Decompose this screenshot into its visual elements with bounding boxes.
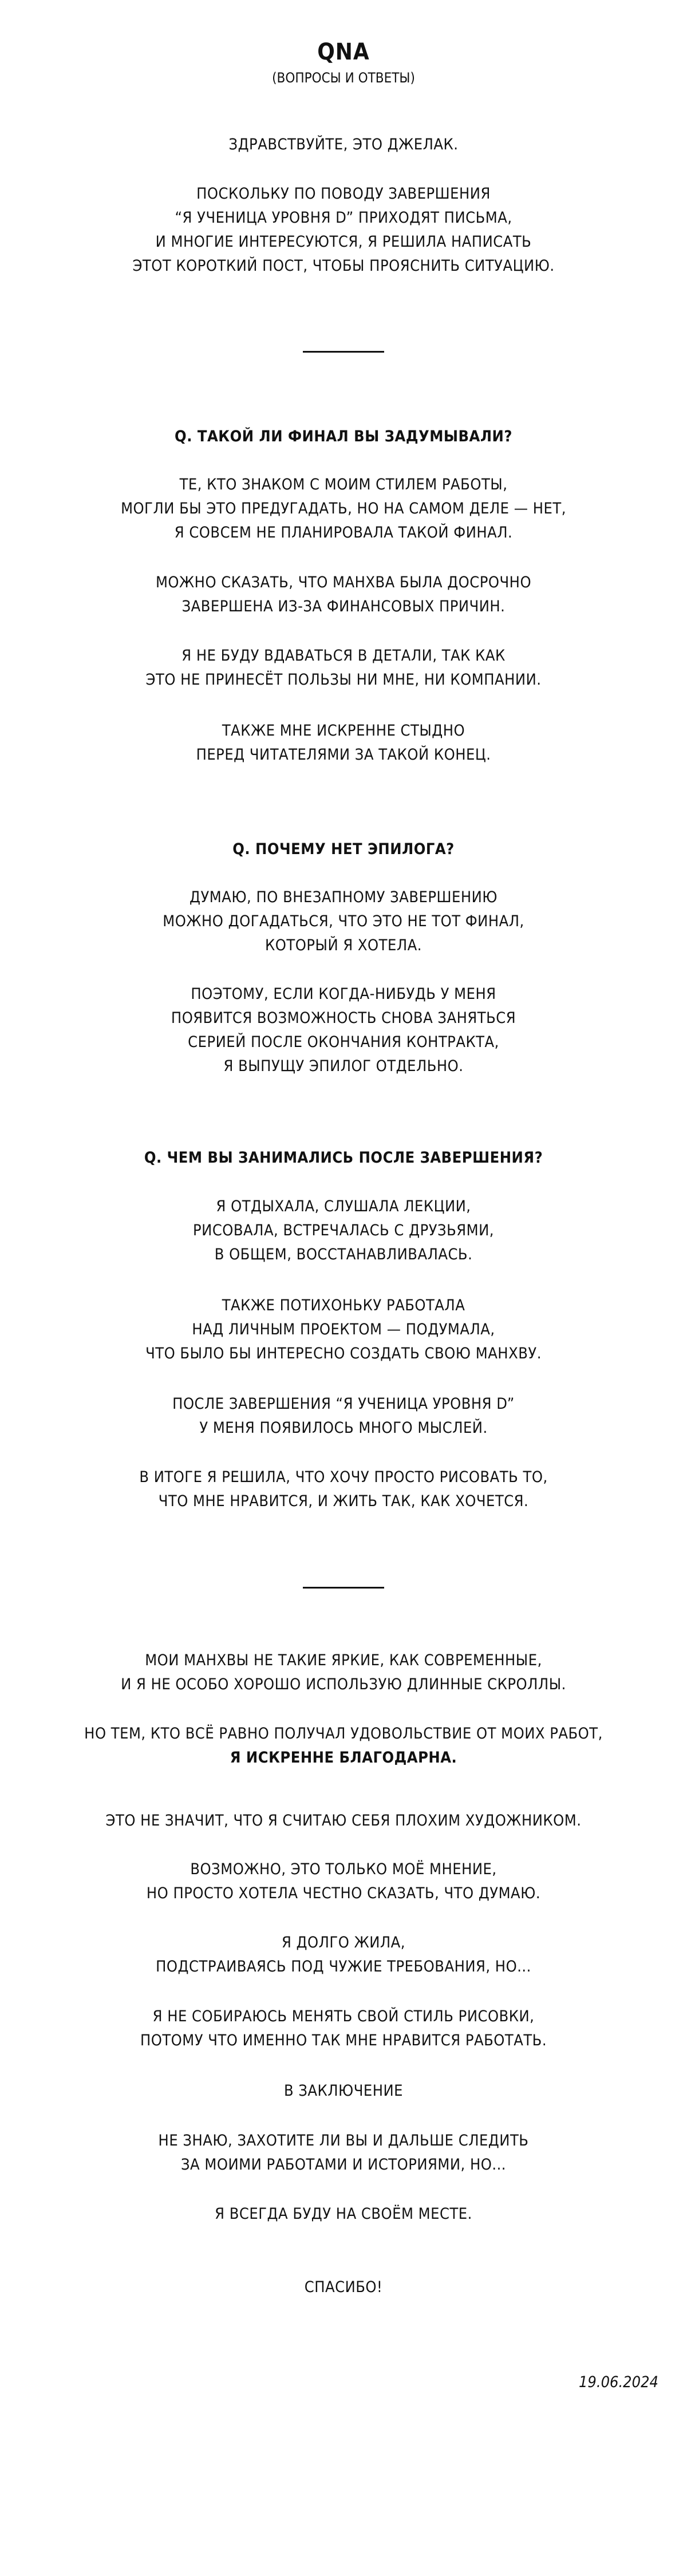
question-text: Q. ЧЕМ ВЫ ЗАНИМАЛИСЬ ПОСЛЕ ЗАВЕРШЕНИЯ?	[144, 1149, 543, 1167]
answer-paragraph	[0, 1465, 687, 1514]
answer-paragraph	[0, 1195, 687, 1267]
answer-paragraph	[0, 719, 687, 767]
divider	[303, 351, 384, 353]
answer-text: ТАКЖЕ МНЕ ИСКРЕННЕ СТЫДНО ПЕРЕД ЧИТАТЕЛЯМИ ЗА ТАКОЙ КОНЕЦ.	[196, 722, 491, 764]
answer-text: ДУМАЮ, ПО ВНЕЗАПНОМУ ЗАВЕРШЕНИЮ МОЖНО ДОГАДАТЬСЯ, ЧТО ЭТО НЕ ТОТ ФИНАЛ, КОТОРЫЙ Я ХОТЕЛА.	[163, 888, 524, 954]
closing-text: НЕ ЗНАЮ, ЗАХОТИТЕ ЛИ ВЫ И ДАЛЬШЕ СЛЕДИТЬ ЗА МОИМИ РАБОТАМИ И ИСТОРИЯМИ, НО...	[158, 2132, 529, 2174]
answer-paragraph	[0, 473, 687, 545]
post-title: QNA	[317, 39, 370, 65]
closing-text: ЭТО НЕ ЗНАЧИТ, ЧТО Я СЧИТАЮ СЕБЯ ПЛОХИМ ХУДОЖНИКОМ.	[105, 1812, 582, 1830]
closing-paragraph	[0, 2005, 687, 2053]
divider	[303, 1587, 384, 1589]
greeting-text: ЗДРАВСТВУЙТЕ, ЭТО ДЖЕЛАК.	[228, 136, 459, 153]
closing-text: МОИ МАНХВЫ НЕ ТАКИЕ ЯРКИЕ, КАК СОВРЕМЕННЫЕ, И Я НЕ ОСОБО ХОРОШО ИСПОЛЬЗУЮ ДЛИННЫЕ СКРОЛЛЫ.	[121, 1652, 566, 1693]
intro-text: ПОСКОЛЬКУ ПО ПОВОДУ ЗАВЕРШЕНИЯ “Я УЧЕНИЦА УРОВНЯ D” ПРИХОДЯТ ПИСЬМА, И МНОГИЕ ИНТЕРЕСУЮТСЯ, Я РЕШИЛА НАПИСАТЬ ЭТОТ КОРОТКИЙ ПОСТ, ЧТОБЫ ПРОЯСНИТЬ СИТУАЦИЮ.	[132, 185, 555, 275]
answer-text: Я НЕ БУДУ ВДАВАТЬСЯ В ДЕТАЛИ, ТАК КАК ЭТО НЕ ПРИНЕСЁТ ПОЛЬЗЫ НИ МНЕ, НИ КОМПАНИИ.	[145, 647, 542, 689]
thanks-text: СПАСИБО!	[304, 2278, 383, 2296]
closing-paragraph	[0, 1931, 687, 1979]
closing-paragraph	[0, 2275, 687, 2300]
closing-text: В ЗАКЛЮЧЕНИЕ	[283, 2082, 404, 2100]
answer-text: Я ОТДЫХАЛА, СЛУШАЛА ЛЕКЦИИ, РИСОВАЛА, ВСТРЕЧАЛАСЬ С ДРУЗЬЯМИ, В ОБЩЕМ, ВОССТАНАВЛИВАЛАСЬ.	[193, 1198, 494, 1263]
answer-text: В ИТОГЕ Я РЕШИЛА, ЧТО ХОЧУ ПРОСТО РИСОВАТЬ ТО, ЧТО МНЕ НРАВИТСЯ, И ЖИТЬ ТАК, КАК ХОЧЕТСЯ.	[139, 1468, 548, 1510]
answer-paragraph	[0, 1294, 687, 1366]
post-date: 19.06.2024	[578, 2373, 658, 2391]
closing-text: Я ДОЛГО ЖИЛА, ПОДСТРАИВАЯСЬ ПОД ЧУЖИЕ ТРЕБОВАНИЯ, НО...	[156, 1934, 531, 1976]
question-text: Q. ПОЧЕМУ НЕТ ЭПИЛОГА?	[232, 840, 455, 858]
closing-text: НО ТЕМ, КТО ВСЁ РАВНО ПОЛУЧАЛ УДОВОЛЬСТВИЕ ОТ МОИХ РАБОТ,	[84, 1725, 603, 1743]
closing-text: ВОЗМОЖНО, ЭТО ТОЛЬКО МОЁ МНЕНИЕ, НО ПРОСТО ХОТЕЛА ЧЕСТНО СКАЗАТЬ, ЧТО ДУМАЮ.	[146, 1860, 541, 1902]
answer-paragraph	[0, 644, 687, 692]
closing-paragraph	[0, 1809, 687, 1833]
answer-text: ПОСЛЕ ЗАВЕРШЕНИЯ “Я УЧЕНИЦА УРОВНЯ D” У МЕНЯ ПОЯВИЛОСЬ МНОГО МЫСЛЕЙ.	[172, 1395, 515, 1437]
closing-text: Я ВСЕГДА БУДУ НА СВОЁМ МЕСТЕ.	[215, 2205, 472, 2223]
answer-paragraph	[0, 886, 687, 958]
closing-paragraph	[0, 2129, 687, 2177]
question-1	[0, 425, 687, 449]
answer-text: ПОЭТОМУ, ЕСЛИ КОГДА-НИБУДЬ У МЕНЯ ПОЯВИТСЯ ВОЗМОЖНОСТЬ СНОВА ЗАНЯТЬСЯ СЕРИЕЙ ПОСЛЕ ОКОНЧАНИЯ КОНТРАКТА, Я ВЫПУЩУ ЭПИЛОГ ОТДЕЛЬНО.	[171, 985, 516, 1075]
question-text: Q. ТАКОЙ ЛИ ФИНАЛ ВЫ ЗАДУМЫВАЛИ?	[175, 428, 512, 445]
closing-paragraph	[0, 1858, 687, 1906]
closing-text: Я НЕ СОБИРАЮСЬ МЕНЯТЬ СВОЙ СТИЛЬ РИСОВКИ, ПОТОМУ ЧТО ИМЕННО ТАК МНЕ НРАВИТСЯ РАБОТАТЬ.	[140, 2008, 547, 2049]
greeting	[0, 133, 687, 157]
answer-text: МОЖНО СКАЗАТЬ, ЧТО МАНХВА БЫЛА ДОСРОЧНО ЗАВЕРШЕНА ИЗ-ЗА ФИНАНСОВЫХ ПРИЧИН.	[155, 574, 532, 615]
question-3	[0, 1146, 687, 1170]
answer-text: ТЕ, КТО ЗНАКОМ С МОИМ СТИЛЕМ РАБОТЫ, МОГЛИ БЫ ЭТО ПРЕДУГАДАТЬ, НО НА САМОМ ДЕЛЕ — НЕТ, Я СОВСЕМ НЕ ПЛАНИРОВАЛА ТАКОЙ ФИНАЛ.	[121, 476, 566, 542]
answer-paragraph	[0, 571, 687, 619]
question-2	[0, 837, 687, 862]
closing-text-bold: Я ИСКРЕННЕ БЛАГОДАРНА.	[230, 1749, 457, 1767]
closing-paragraph	[0, 2202, 687, 2226]
closing-paragraph	[0, 1649, 687, 1697]
answer-paragraph	[0, 982, 687, 1078]
closing-paragraph	[0, 2079, 687, 2103]
answer-text: ТАКЖЕ ПОТИХОНЬКУ РАБОТАЛА НАД ЛИЧНЫМ ПРОЕКТОМ — ПОДУМАЛА, ЧТО БЫЛО БЫ ИНТЕРЕСНО СОЗДАТЬ СВОЮ МАНХВУ.	[145, 1297, 542, 1362]
closing-paragraph	[0, 1722, 687, 1770]
answer-paragraph	[0, 1392, 687, 1440]
post-subtitle: (ВОПРОСЫ И ОТВЕТЫ)	[272, 70, 415, 86]
intro-paragraph	[0, 182, 687, 278]
